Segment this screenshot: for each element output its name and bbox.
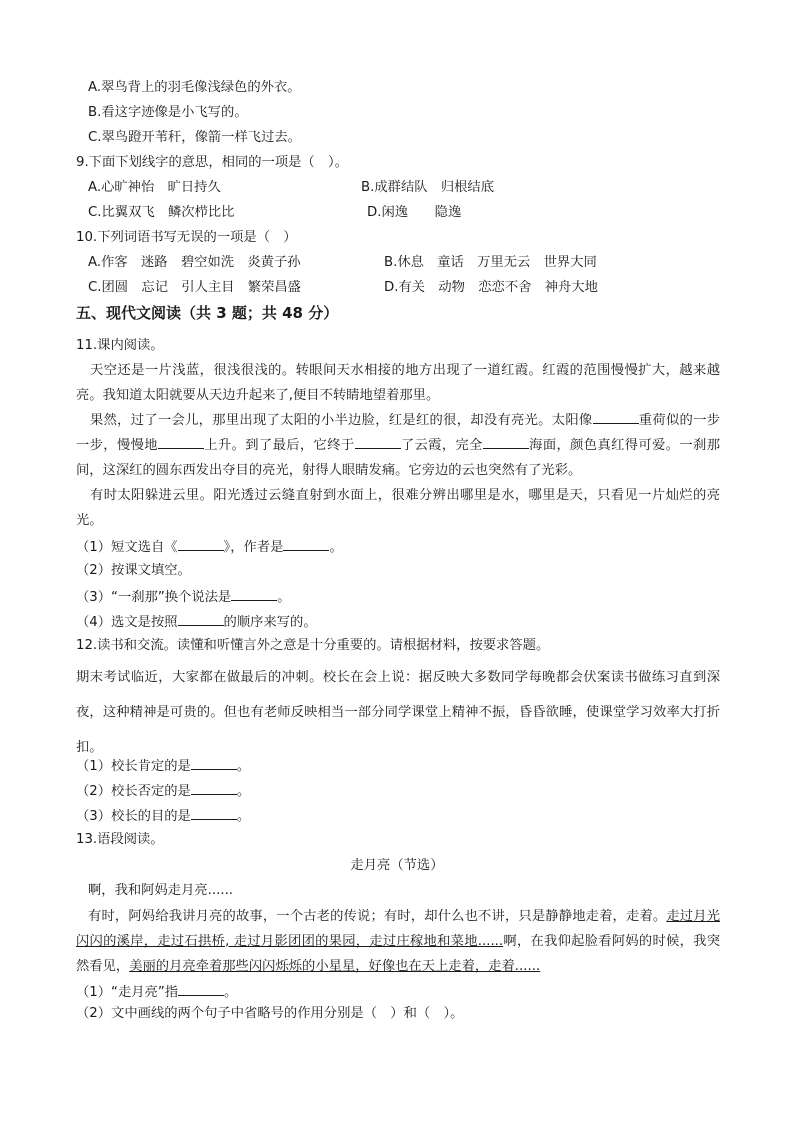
q13-sub1 [76, 981, 237, 1003]
q10-option-a: A.作客 迷路 碧空如洗 炎黄子孙 [88, 255, 301, 270]
q11-p2-text-a: 果然，过了一会儿，那里出现了太阳的小半边脸，红是红的很，却没有亮光。太阳像 [90, 413, 593, 428]
q9-option-c: C.比翼双飞 鳞次栉比比 [88, 205, 235, 220]
q11-sub3 [76, 586, 291, 608]
q9-option-a: A.心旷神怡 旷日持久 [88, 180, 221, 195]
q11-p2-text-b: 重荷似的一步一步，慢慢地 [76, 413, 721, 453]
q12-sub1-end: 。 [236, 759, 251, 774]
q11-sub4 [76, 611, 317, 633]
q13-para-text-b: 啊，在我仰起脸看阿妈的时候，我突然看见， [76, 934, 720, 974]
q11-p2-text-c: 上升。到了最后，它终于 [203, 438, 355, 453]
q13-para-text-a: 有时，阿妈给我讲月亮的故事，一个古老的传说；有时，却什么也不讲，只是静静地走着，走着。 [88, 909, 667, 924]
section-heading: 五、现代文阅读（共 3 题；共 48 分） [76, 304, 339, 322]
answer-blank[interactable] [191, 805, 237, 820]
q11-sub3-text-b: 。 [277, 590, 291, 605]
q9-stem: 9.下面下划线字的意思，相同的一项是（ ）。 [76, 155, 348, 170]
q12-sub1-text: （1）校长肯定的是 [76, 759, 191, 774]
q13-line-1: 啊，我和阿妈走月亮...... [88, 883, 234, 898]
q12-sub2-end: 。 [236, 784, 251, 799]
q10-option-b: B.休息 童话 万里无云 世界大同 [384, 255, 597, 270]
answer-blank[interactable] [191, 755, 237, 770]
q8-option-b: B.看这字迹像是小飞写的。 [88, 105, 248, 120]
answer-blank[interactable] [191, 780, 237, 795]
q11-sub1-text-b: 》，作者是 [223, 540, 284, 555]
q13-title: 走月亮（节选） [350, 858, 444, 873]
q12-sub2 [76, 780, 250, 802]
q13-paragraph [76, 904, 720, 979]
q13-underlined-sentence-2: 美丽的月亮牵着那些闪闪烁烁的小星星，好像也在天上走着，走着...... [129, 959, 541, 974]
q11-sub1 [76, 536, 343, 558]
answer-blank[interactable] [178, 611, 224, 626]
q11-p2-text-d: 了云霞，完全 [400, 438, 483, 453]
q12-sub3 [76, 805, 250, 827]
q9-option-d: D.闲逸 隐逸 [367, 205, 462, 220]
q11-paragraph-2 [76, 408, 720, 483]
q10-option-d: D.有关 动物 恋恋不舍 神舟大地 [384, 280, 598, 295]
q13-underlined-sentence-1: 走过月光闪闪的溪岸，走过石拱桥, 走过月影团团的果园，走过庄稼地和菜地...... [76, 909, 721, 949]
answer-blank[interactable] [158, 434, 204, 449]
q10-option-c: C.团圆 忘记 引人主目 繁荣昌盛 [88, 280, 301, 295]
q12-paragraph: 期末考试临近，大家都在做最后的冲刺。校长在会上说：据反映大多数同学每晚都会伏案读书做练习直到深夜，这种精神是可贵的。但也有老师反映相当一部分同学课堂上精神不振，昏昏欲睡，使课堂学习效率大打折扣。 [76, 670, 720, 755]
q8-option-a: A.翠鸟背上的羽毛像浅绿色的外衣。 [88, 80, 301, 95]
answer-blank[interactable] [593, 409, 639, 424]
q10-stem: 10.下列词语书写无误的一项是（ ） [76, 230, 297, 245]
q11-sub1-text-a: （1）短文选自《 [76, 540, 178, 555]
q13-sub1-text-a: （1）“走月亮”指 [76, 985, 179, 1000]
q11-sub2: （2）按课文填空。 [76, 563, 191, 578]
answer-blank[interactable] [483, 434, 529, 449]
q11-stem: 11.课内阅读。 [76, 338, 164, 353]
q11-sub3-text-a: （3）“一刹那”换个说法是 [76, 590, 232, 605]
q11-sub4-text-a: （4）选文是按照 [76, 615, 178, 630]
q11-paragraph-1: 天空还是一片浅蓝，很浅很浅的。转眼间天水相接的地方出现了一道红霞。红霞的范围慢慢扩大，越来越亮。我知道太阳就要从天边升起来了,便目不转睛地望着那里。 [76, 363, 720, 403]
answer-blank[interactable] [231, 586, 277, 601]
q12-sub3-end: 。 [236, 809, 251, 824]
q13-stem: 13.语段阅读。 [76, 832, 164, 847]
q12-sub3-text: （3）校长的目的是 [76, 809, 191, 824]
q12-stem: 12.读书和交流。读懂和听懂言外之意是十分重要的。请根据材料，按要求答题。 [76, 638, 550, 653]
q11-paragraph-3: 有时太阳躲进云里。阳光透过云缝直射到水面上，很难分辨出哪里是水，哪里是天，只看见一片灿烂的亮光。 [76, 488, 720, 528]
q12-sub1 [76, 755, 250, 777]
q12-sub2-text: （2）校长否定的是 [76, 784, 191, 799]
answer-blank[interactable] [178, 981, 224, 996]
q9-option-b: B.成群结队 归根结底 [361, 180, 495, 195]
answer-blank[interactable] [178, 536, 224, 551]
answer-blank[interactable] [355, 434, 401, 449]
answer-blank[interactable] [283, 536, 329, 551]
q11-sub4-text-b: 的顺序来写的。 [223, 615, 317, 630]
q8-option-c: C.翠鸟蹬开苇秆，像箭一样飞过去。 [88, 130, 301, 145]
q13-sub1-text-b: 。 [224, 985, 238, 1000]
q13-sub2: （2）文中画线的两个句子中省略号的作用分别是（ ）和（ ）。 [76, 1006, 464, 1021]
q11-sub1-text-c: 。 [329, 540, 343, 555]
q11-p2-text-e: 海面，颜色真红得可爱。一刹那间，这深红的圆东西发出夺目的亮光，射得人眼睛发痛。它旁边的云也突然有了光彩。 [76, 438, 720, 478]
